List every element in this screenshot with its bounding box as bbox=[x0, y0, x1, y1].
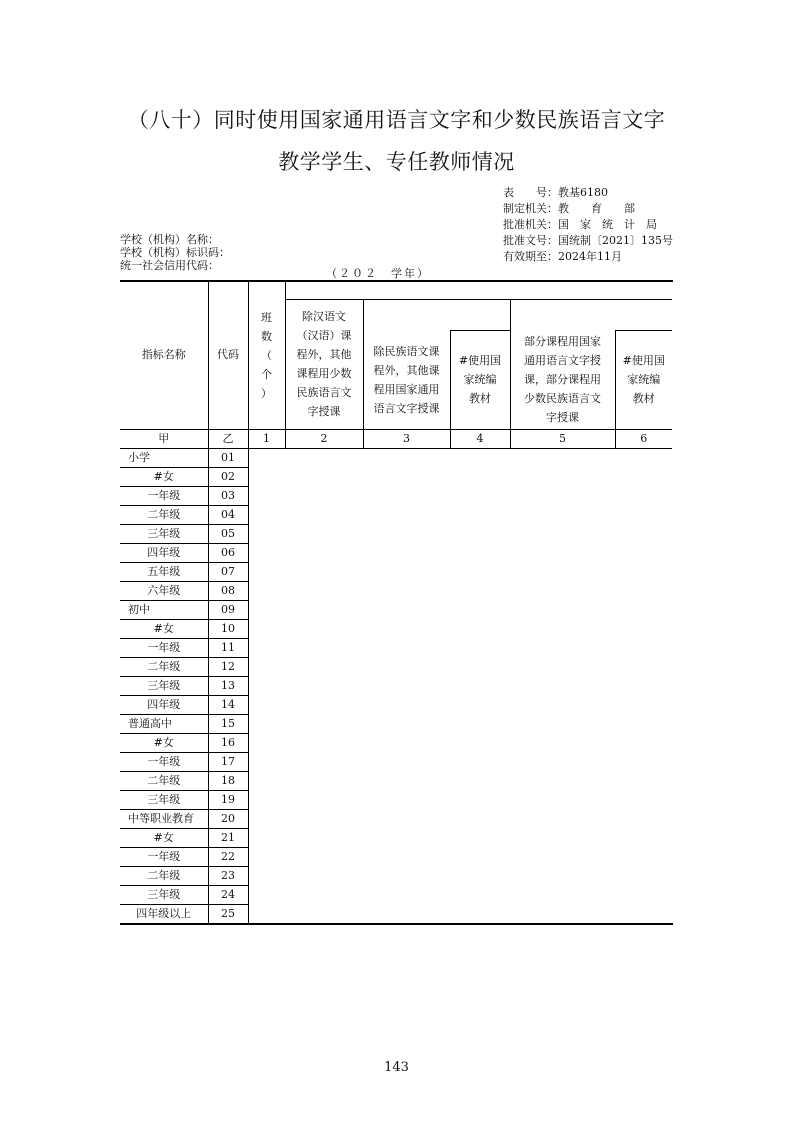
row-code: 01 bbox=[208, 449, 248, 468]
row-label: 四年级 bbox=[120, 544, 208, 563]
meta-valid-until: 有效期至：2024年11月 bbox=[503, 250, 622, 263]
meta-form-number: 表 号：教基6180 bbox=[503, 186, 608, 199]
table-row bbox=[120, 829, 672, 848]
colnum-6: 6 bbox=[615, 430, 672, 449]
row-empty-area bbox=[248, 620, 672, 639]
row-code: 25 bbox=[208, 905, 248, 924]
title-line-2: 教学学生、专任教师情况 bbox=[278, 150, 515, 174]
row-label: 一年级 bbox=[120, 753, 208, 772]
header-code: 代码 bbox=[208, 281, 248, 430]
row-label: 一年级 bbox=[120, 848, 208, 867]
colnum-4: 4 bbox=[450, 430, 510, 449]
row-code: 21 bbox=[208, 829, 248, 848]
credit-code-label: 统一社会信用代码： bbox=[120, 259, 219, 272]
row-label: 小学 bbox=[120, 449, 208, 468]
row-code: 04 bbox=[208, 506, 248, 525]
row-empty-area bbox=[248, 886, 672, 905]
header-col3: 除民族语文课 程外，其他课 程用国家通用 语言文字授课 bbox=[363, 330, 450, 430]
table-row bbox=[120, 867, 672, 886]
table-row bbox=[120, 582, 672, 601]
row-label: #女 bbox=[120, 829, 208, 848]
row-code: 16 bbox=[208, 734, 248, 753]
row-empty-area bbox=[248, 791, 672, 810]
table-row bbox=[120, 772, 672, 791]
table-row bbox=[120, 677, 672, 696]
table-row bbox=[120, 620, 672, 639]
row-label: #女 bbox=[120, 734, 208, 753]
table-row bbox=[120, 905, 672, 924]
school-id-label: 学校（机构）标识码： bbox=[120, 246, 230, 259]
row-empty-area bbox=[248, 829, 672, 848]
header-classes bbox=[248, 281, 285, 430]
row-empty-area bbox=[248, 715, 672, 734]
table-row bbox=[120, 753, 672, 772]
row-empty-area bbox=[248, 658, 672, 677]
meta-approval-number: 批准文号：国统制〔2021〕135号 bbox=[503, 234, 673, 247]
table-row bbox=[120, 449, 672, 468]
header-classes-text: 班 数 （ 个 ） bbox=[261, 310, 272, 400]
table-row bbox=[120, 639, 672, 658]
table-row bbox=[120, 525, 672, 544]
row-label: 一年级 bbox=[120, 639, 208, 658]
table-row bbox=[120, 848, 672, 867]
row-empty-area bbox=[248, 810, 672, 829]
row-code: 11 bbox=[208, 639, 248, 658]
colnum-3: 3 bbox=[363, 430, 450, 449]
row-label: 二年级 bbox=[120, 658, 208, 677]
row-label: 二年级 bbox=[120, 867, 208, 886]
title-line-1: （八十）同时使用国家通用语言文字和少数民族语言文字 bbox=[127, 108, 666, 132]
row-code: 23 bbox=[208, 867, 248, 886]
school-year-label: （２０２ 学年） bbox=[326, 267, 430, 280]
table-row bbox=[120, 886, 672, 905]
row-empty-area bbox=[248, 734, 672, 753]
row-code: 18 bbox=[208, 772, 248, 791]
row-code: 02 bbox=[208, 468, 248, 487]
header-indicator: 指标名称 bbox=[120, 281, 208, 430]
row-label: #女 bbox=[120, 468, 208, 487]
row-code: 07 bbox=[208, 563, 248, 582]
row-code: 03 bbox=[208, 487, 248, 506]
colnum-1: 1 bbox=[248, 430, 285, 449]
row-empty-area bbox=[248, 449, 672, 468]
colnum-jia: 甲 bbox=[120, 430, 208, 449]
header-col5: 部分课程用国家 通用语言文字授 课，部分课程用 少数民族语言文 字授课 bbox=[510, 330, 615, 430]
row-code: 24 bbox=[208, 886, 248, 905]
row-empty-area bbox=[248, 696, 672, 715]
row-empty-area bbox=[248, 487, 672, 506]
row-code: 17 bbox=[208, 753, 248, 772]
row-empty-area bbox=[248, 677, 672, 696]
table-row bbox=[120, 734, 672, 753]
column-number-row bbox=[120, 430, 672, 449]
row-empty-area bbox=[248, 582, 672, 601]
row-code: 08 bbox=[208, 582, 248, 601]
header-col6: #使用国 家统编 教材 bbox=[615, 330, 672, 430]
table-row bbox=[120, 696, 672, 715]
row-label: 四年级以上 bbox=[120, 905, 208, 924]
row-code: 15 bbox=[208, 715, 248, 734]
row-label: 三年级 bbox=[120, 677, 208, 696]
bottom-rule bbox=[120, 923, 673, 925]
table-row bbox=[120, 487, 672, 506]
row-empty-area bbox=[248, 544, 672, 563]
header-spacer bbox=[285, 281, 672, 299]
row-empty-area bbox=[248, 468, 672, 487]
row-label: 二年级 bbox=[120, 772, 208, 791]
row-code: 13 bbox=[208, 677, 248, 696]
header-col5-group-top bbox=[510, 299, 672, 330]
table-row bbox=[120, 506, 672, 525]
row-empty-area bbox=[248, 639, 672, 658]
row-label: 四年级 bbox=[120, 696, 208, 715]
header-col2: 除汉语文 （汉语）课 程外，其他 课程用少数 民族语言文 字授课 bbox=[285, 299, 363, 430]
table-row bbox=[120, 563, 672, 582]
row-code: 12 bbox=[208, 658, 248, 677]
table-body bbox=[120, 449, 672, 924]
header-col3-group-top bbox=[363, 299, 510, 330]
row-code: 05 bbox=[208, 525, 248, 544]
school-name-label: 学校（机构）名称： bbox=[120, 233, 219, 246]
row-empty-area bbox=[248, 848, 672, 867]
page-number: 143 bbox=[384, 1060, 409, 1075]
row-code: 19 bbox=[208, 791, 248, 810]
row-empty-area bbox=[248, 601, 672, 620]
table-row bbox=[120, 601, 672, 620]
row-label: 三年级 bbox=[120, 791, 208, 810]
table-row bbox=[120, 791, 672, 810]
row-empty-area bbox=[248, 772, 672, 791]
form-metadata bbox=[503, 185, 673, 265]
table-row bbox=[120, 810, 672, 829]
row-label: 中等职业教育 bbox=[120, 810, 208, 829]
meta-issuing-body: 制定机关：教 育 部 bbox=[503, 202, 635, 215]
row-label: 二年级 bbox=[120, 506, 208, 525]
row-empty-area bbox=[248, 563, 672, 582]
row-empty-area bbox=[248, 753, 672, 772]
colnum-5: 5 bbox=[510, 430, 615, 449]
meta-approving-body: 批准机关：国 家 统 计 局 bbox=[503, 218, 657, 231]
row-code: 22 bbox=[208, 848, 248, 867]
row-code: 09 bbox=[208, 601, 248, 620]
row-label: 五年级 bbox=[120, 563, 208, 582]
row-empty-area bbox=[248, 905, 672, 924]
row-label: 普通高中 bbox=[120, 715, 208, 734]
school-info bbox=[120, 233, 230, 272]
row-code: 20 bbox=[208, 810, 248, 829]
row-empty-area bbox=[248, 506, 672, 525]
row-empty-area bbox=[248, 867, 672, 886]
header-col4: #使用国 家统编 教材 bbox=[450, 330, 510, 430]
statistics-table bbox=[120, 281, 672, 924]
row-label: 初中 bbox=[120, 601, 208, 620]
row-label: #女 bbox=[120, 620, 208, 639]
table-row bbox=[120, 658, 672, 677]
row-empty-area bbox=[248, 525, 672, 544]
row-code: 10 bbox=[208, 620, 248, 639]
row-code: 06 bbox=[208, 544, 248, 563]
table-row bbox=[120, 544, 672, 563]
row-label: 一年级 bbox=[120, 487, 208, 506]
colnum-2: 2 bbox=[285, 430, 363, 449]
table-row bbox=[120, 468, 672, 487]
row-label: 三年级 bbox=[120, 886, 208, 905]
row-code: 14 bbox=[208, 696, 248, 715]
row-label: 三年级 bbox=[120, 525, 208, 544]
row-label: 六年级 bbox=[120, 582, 208, 601]
colnum-yi: 乙 bbox=[208, 430, 248, 449]
table-row bbox=[120, 715, 672, 734]
